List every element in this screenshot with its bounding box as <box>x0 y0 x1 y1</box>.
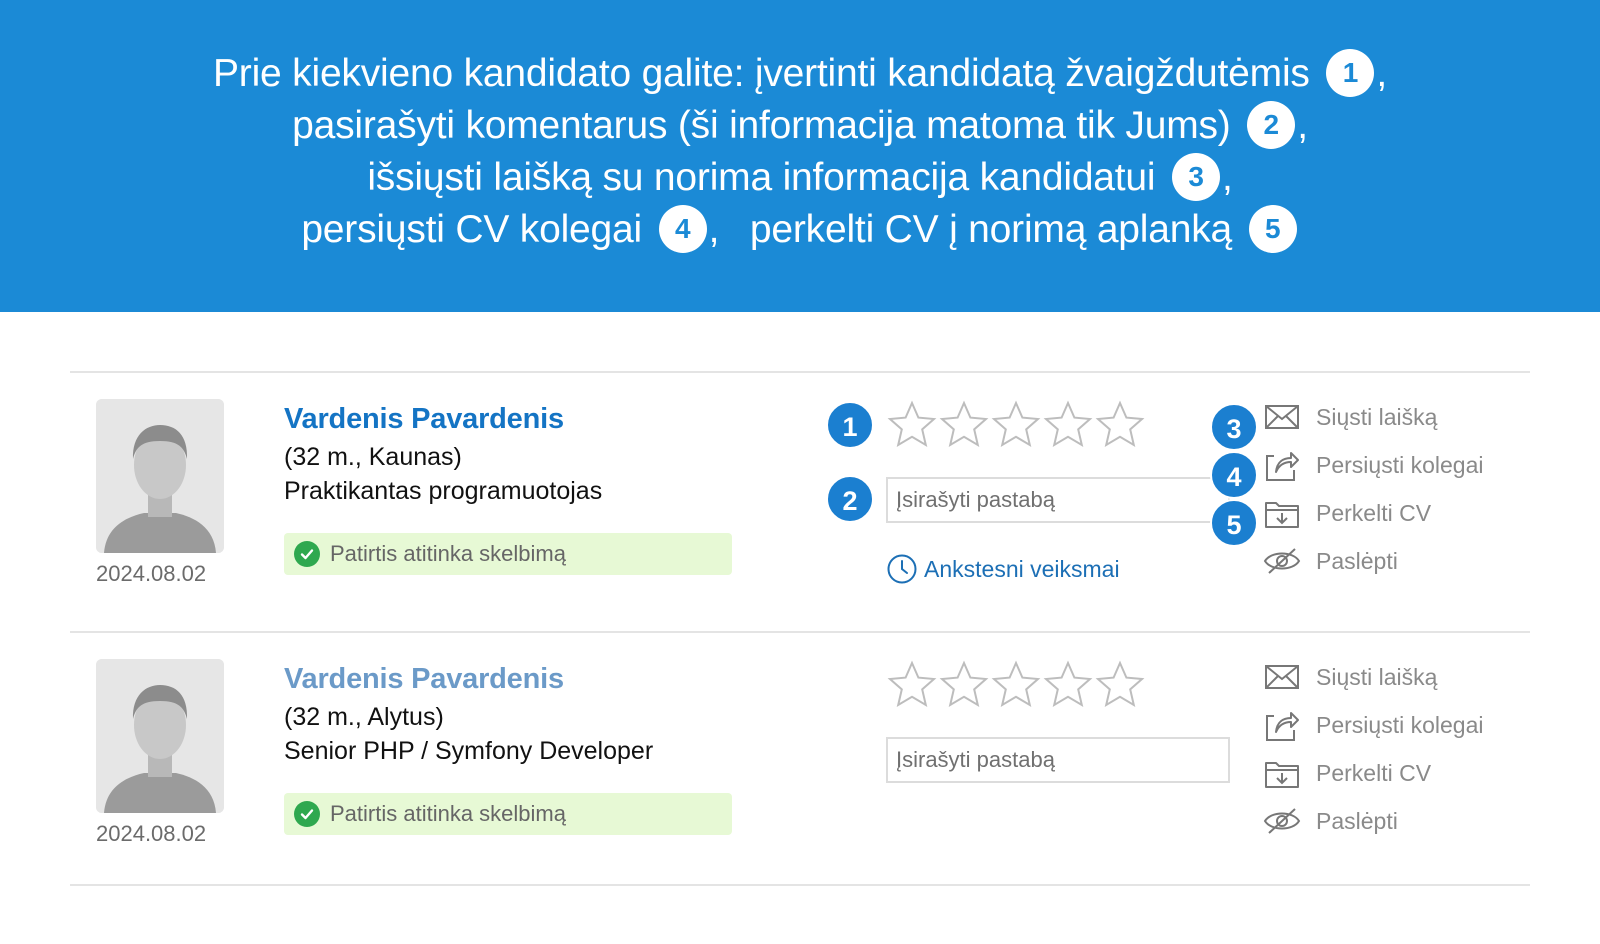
avatar <box>96 659 224 813</box>
banner-badge-3: 3 <box>1172 153 1220 201</box>
star-outline-icon[interactable] <box>886 659 938 711</box>
star-outline-icon[interactable] <box>1094 399 1146 451</box>
eye-crossed-icon <box>1262 541 1302 581</box>
banner-comma: , <box>1297 104 1308 147</box>
history-link-label: Ankstesni veiksmai <box>924 555 1120 582</box>
banner-line-4 <box>0 204 1600 256</box>
callout-badge-5: 5 <box>1210 499 1258 547</box>
info-banner <box>0 0 1600 312</box>
banner-line-2 <box>0 100 1600 152</box>
star-rating <box>886 399 1146 451</box>
move-cv-action[interactable] <box>1262 753 1522 793</box>
forward-colleague-label: Persiųsti kolegai <box>1316 711 1484 738</box>
folder-download-icon <box>1262 493 1302 533</box>
hide-action[interactable] <box>1262 801 1522 841</box>
send-email-label: Siųsti laišką <box>1316 403 1438 430</box>
candidate-role: Praktikantas programuotojas <box>284 477 603 505</box>
experience-match-text: Patirtis atitinka skelbimą <box>330 541 566 566</box>
star-outline-icon[interactable] <box>938 399 990 451</box>
move-cv-label: Perkelti CV <box>1316 499 1432 526</box>
star-outline-icon[interactable] <box>1094 659 1146 711</box>
banner-text-rating: Prie kiekvieno kandidato galite: įvertinti kandidatą žvaigždutėmis <box>212 52 1310 95</box>
candidate-date: 2024.08.02 <box>96 561 207 586</box>
note-input[interactable] <box>886 737 1230 783</box>
banner-badge-5: 5 <box>1249 205 1297 253</box>
forward-colleague-action[interactable] <box>1262 705 1522 745</box>
banner-comma: , <box>708 208 720 251</box>
banner-comma: , <box>1376 52 1388 95</box>
person-silhouette-icon <box>96 399 224 553</box>
hide-action[interactable] <box>1262 541 1522 581</box>
candidate-role: Senior PHP / Symfony Developer <box>284 737 654 765</box>
candidate-row <box>0 633 1600 891</box>
check-circle-icon <box>294 801 320 827</box>
eye-crossed-icon <box>1262 801 1302 841</box>
star-outline-icon[interactable] <box>990 659 1042 711</box>
history-link[interactable] <box>886 553 1120 585</box>
candidate-name-link[interactable]: Vardenis Pavardenis <box>284 403 564 435</box>
callout-badge-4: 4 <box>1210 451 1258 499</box>
check-circle-icon <box>294 541 320 567</box>
banner-text-comments: pasirašyti komentarus (ši informacija matoma tik Jums) <box>292 104 1231 147</box>
candidate-name-link[interactable]: Vardenis Pavardenis <box>284 663 564 695</box>
experience-match-badge <box>284 533 732 575</box>
candidate-meta: (32 m., Kaunas) <box>284 443 462 471</box>
candidate-meta: (32 m., Alytus) <box>284 703 444 731</box>
star-outline-icon[interactable] <box>990 399 1042 451</box>
send-email-action[interactable] <box>1262 397 1522 437</box>
hide-label: Paslėpti <box>1316 547 1398 574</box>
envelope-icon <box>1262 657 1302 697</box>
row-divider <box>70 884 1530 886</box>
experience-match-text: Patirtis atitinka skelbimą <box>330 801 566 826</box>
experience-match-badge <box>284 793 732 835</box>
callout-badge-2: 2 <box>826 475 874 523</box>
send-email-action[interactable] <box>1262 657 1522 697</box>
share-forward-icon <box>1262 445 1302 485</box>
clock-icon <box>886 553 918 585</box>
star-outline-icon[interactable] <box>938 659 990 711</box>
move-cv-action[interactable] <box>1262 493 1522 533</box>
send-email-label: Siųsti laišką <box>1316 663 1438 690</box>
banner-badge-2: 2 <box>1247 101 1295 149</box>
banner-comma: , <box>1222 156 1233 199</box>
callout-badge-1: 1 <box>826 401 874 449</box>
candidate-date: 2024.08.02 <box>96 821 207 846</box>
forward-colleague-action[interactable] <box>1262 445 1522 485</box>
folder-download-icon <box>1262 753 1302 793</box>
star-outline-icon[interactable] <box>886 399 938 451</box>
forward-colleague-label: Persiųsti kolegai <box>1316 451 1484 478</box>
banner-line-1 <box>0 48 1600 100</box>
banner-line-3 <box>0 152 1600 204</box>
note-input[interactable] <box>886 477 1230 523</box>
banner-badge-4: 4 <box>659 205 707 253</box>
star-outline-icon[interactable] <box>1042 659 1094 711</box>
hide-label: Paslėpti <box>1316 807 1398 834</box>
banner-badge-1: 1 <box>1326 49 1374 97</box>
star-outline-icon[interactable] <box>1042 399 1094 451</box>
banner-text-move: perkelti CV į norimą aplanką <box>749 208 1233 251</box>
candidate-row <box>0 373 1600 631</box>
star-rating <box>886 659 1146 711</box>
callout-badge-3: 3 <box>1210 403 1258 451</box>
share-forward-icon <box>1262 705 1302 745</box>
person-silhouette-icon <box>96 659 224 813</box>
banner-text-forward: persiųsti CV kolegai <box>301 208 642 251</box>
banner-text-email: išsiųsti laišką su norima informacija kandidatui <box>367 156 1156 199</box>
envelope-icon <box>1262 397 1302 437</box>
move-cv-label: Perkelti CV <box>1316 759 1432 786</box>
avatar <box>96 399 224 553</box>
